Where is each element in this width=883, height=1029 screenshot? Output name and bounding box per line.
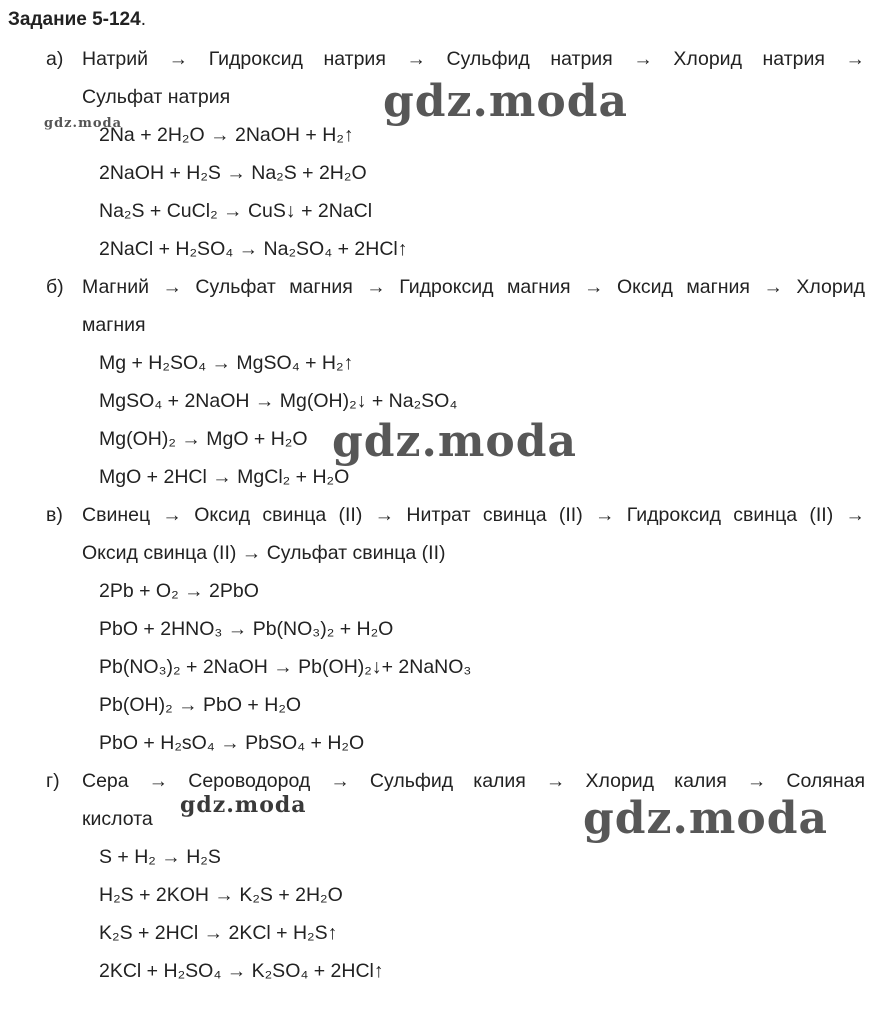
task-a-equation-4: 2NaCl + H₂SO₄ → Na₂SO₄ + 2HCl↑: [99, 238, 408, 260]
watermark-logo: gdz.moda: [44, 116, 123, 131]
task-d-chain-line1: Сера → Сероводород → Сульфид калия → Хлорид калия → Соляная: [82, 770, 865, 792]
task-title-bold: Задание 5-124: [8, 9, 141, 30]
task-a-equation-3: Na₂S + CuCl₂ → CuS↓ + 2NaCl: [99, 200, 373, 222]
task-c-equation-1: 2Pb + O₂ → 2PbO: [99, 580, 259, 602]
task-c-chain-line2: Оксид свинца (II) → Сульфат свинца (II): [82, 542, 446, 564]
task-b-equation-3: Mg(OH)₂ → MgO + H₂O: [99, 428, 308, 450]
task-b-label: б): [46, 276, 64, 298]
task-d-equation-3: K₂S + 2HCl → 2KCl + H₂S↑: [99, 922, 338, 944]
task-b-chain-line2: магния: [82, 314, 146, 336]
watermark-logo: gdz.moda: [180, 792, 307, 818]
task-c-equation-5: PbO + H₂sO₄ → PbSO₄ + H₂O: [99, 732, 365, 754]
task-d-equation-4: 2KCl + H₂SO₄ → K₂SO₄ + 2HCl↑: [99, 960, 384, 982]
task-c-equation-3: Pb(NO₃)₂ + 2NaOH → Pb(OH)₂↓+ 2NaNO₃: [99, 656, 472, 678]
task-d-equation-2: H₂S + 2KOH → K₂S + 2H₂O: [99, 884, 343, 906]
task-a-equation-1: 2Na + 2H₂O → 2NaOH + H₂↑: [99, 124, 354, 146]
task-d-equation-1: S + H₂ → H₂S: [99, 846, 221, 868]
watermark-logo: gdz.moda: [583, 793, 829, 844]
task-c-chain-line1: Свинец → Оксид свинца (II) → Нитрат свинца (II) → Гидроксид свинца (II) →: [82, 504, 865, 526]
task-title: [8, 9, 146, 31]
task-c-equation-4: Pb(OH)₂ → PbO + H₂O: [99, 694, 302, 716]
task-c-label: в): [46, 504, 63, 526]
watermark-logo: gdz.moda: [383, 76, 629, 127]
task-a-equation-2: 2NaOH + H₂S → Na₂S + 2H₂O: [99, 162, 367, 184]
task-d-chain-line2: кислота: [82, 808, 153, 830]
task-title-tail: .: [140, 9, 146, 30]
task-b-equation-1: Mg + H₂SO₄ → MgSO₄ + H₂↑: [99, 352, 354, 374]
task-c-equation-2: PbO + 2HNO₃ → Pb(NO₃)₂ + H₂O: [99, 618, 394, 640]
task-b-chain-line1: Магний → Сульфат магния → Гидроксид магния → Оксид магния → Хлорид: [82, 276, 865, 298]
task-b-equation-4: MgO + 2HCl → MgCl₂ + H₂O: [99, 466, 350, 488]
task-a-label: а): [46, 48, 64, 70]
watermark-logo: gdz.moda: [332, 416, 578, 467]
task-b-equation-2: MgSO₄ + 2NaOH → Mg(OH)₂↓ + Na₂SO₄: [99, 390, 458, 412]
task-d-label: г): [46, 770, 60, 792]
task-a-chain-line1: Натрий → Гидроксид натрия → Сульфид натрия → Хлорид натрия →: [82, 48, 865, 70]
task-a-chain-line2: Сульфат натрия: [82, 86, 231, 108]
